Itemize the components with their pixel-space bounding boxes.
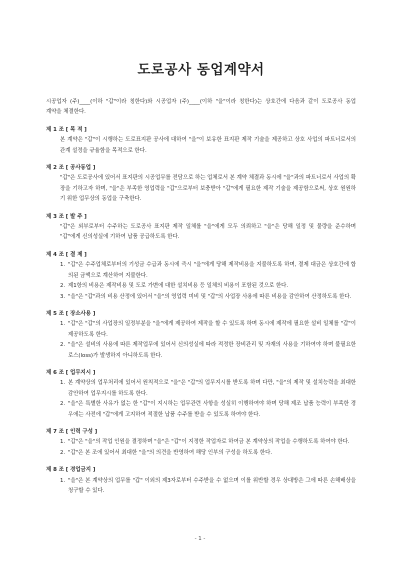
article-heading: 제 3 조 [ 발 주 ]: [46, 213, 87, 220]
clause-list: [46, 437, 356, 458]
clause-item: [46, 260, 356, 281]
clause-list: [46, 260, 356, 302]
article-heading: 제 5 조 [ 장소사용 ]: [46, 310, 96, 317]
article-4: [46, 250, 356, 302]
clause-item: [46, 281, 356, 291]
article-heading: 제 8 조 [ 경업금지 ]: [46, 467, 96, 474]
articles-container: [46, 125, 356, 497]
clause-number: 1.: [60, 380, 66, 387]
clause-text: "갑"은 "을"의 작업 인원을 결정하며 "을"은 "갑"이 지정한 작업자로 하여금 본 계약상의 작업을 수행하도록 하여야 한다.: [68, 439, 350, 446]
clause-list: [46, 476, 356, 497]
clause-item: [46, 340, 356, 361]
page-number: - 1 -: [194, 536, 206, 542]
article-5: [46, 309, 356, 361]
clause-number: 3.: [60, 293, 66, 300]
article-2: [46, 163, 356, 205]
clause-text: 제1항의 비용은 제작비용 및 도로 가변에 대한 설치비용 등 일체의 비용이 포함된 것으로 한다.: [68, 283, 289, 290]
clause-text: "을"은 "갑"과의 비용 산정에 있어서 "을"의 영업력 미비 및 "갑"의 사업장 사용에 따른 비용을 감안하여 산정하도록 한다.: [68, 293, 352, 300]
clause-item: [46, 399, 356, 420]
article-6: [46, 368, 356, 420]
clause-number: 1.: [60, 262, 66, 269]
article-8: [46, 465, 356, 496]
clause-item: [46, 448, 356, 458]
clause-text: "을"은 특별한 사유가 없는 한 "갑"이 지시하는 업무관련 사항을 성실히 이행하여야 하며 당해 제조 납품 능력이 부족한 경우에는 사전에 "갑"에게 고지하여 적절한 납품 수주를 받을 수 있도록 하여야 한다.: [68, 401, 356, 418]
clause-text: "을"은 설비의 사용에 따른 제작업무에 있어서 신의성실에 따라 적정한 장비관리 및 자재의 사용을 기하여야 하며 불필요한 로스(loss)가 발생하지 아니하도록 한다.: [68, 342, 356, 359]
clause-item: [46, 476, 356, 497]
clause-item: [46, 378, 356, 399]
clause-text: "갑"은 수주업체로부터의 기성금 수급과 동시에 즉시 "을"에게 당해 제작비용을 지불하도록 하며, 결제 대금은 상호간에 합의된 금액으로 계산하여 지불한다.: [68, 262, 356, 279]
article-3: [46, 212, 356, 243]
intro-paragraph: 시공업자 (주)____(이하 "갑"이라 칭한다)와 시공업자 (주)____(이하 "을"이라 칭한다)는 상호간에 다음과 같이 도로공사 동업 계약을 체결한다.: [46, 99, 356, 116]
clause-item: [46, 292, 356, 302]
document-title: 도로공사 동업계약서: [137, 62, 265, 78]
clause-item: [46, 437, 356, 447]
clause-number: 2.: [60, 342, 66, 349]
article-1: [46, 125, 356, 156]
clause-number: 2.: [60, 283, 66, 290]
clause-list: [46, 378, 356, 420]
article-heading: 제 1 조 [ 목 적 ]: [46, 126, 87, 133]
article-heading: 제 4 조 [ 결 제 ]: [46, 251, 87, 258]
clause-number: 2.: [60, 401, 66, 408]
clause-item: [46, 319, 356, 340]
clause-text: "갑"은 본 조에 있어서 최대한 "을"의 의견을 반영하여 해당 인부의 구성을 하도록 한다.: [68, 449, 273, 456]
clause-text: "을"은 본 계약상의 업무를 "갑" 이외의 제3자로부터 수주받을 수 없으며 이를 위반할 경우 상대방은 그에 따른 손해배상을 청구할 수 있다.: [68, 477, 356, 494]
article-body: "갑"은 도로공사에 있어서 표지판의 시공업무를 전담으로 하는 업체로서 본 계약 체결과 동시에 "을"과의 파트너로서 사업의 확장을 기하고자 하며, "을"은 부족한 영업력을 "갑"으로부터 보충받아 "갑"에게 필요한 제작 기술을 제공함으로써, 상호 원원하기 위한 업무상의 동업을 구축한다.: [60, 175, 356, 203]
clause-number: 1.: [60, 477, 66, 484]
article-body: "갑"은 외부로부터 수주하는 도로공사 표지판 제작 일체를 "을"에게 모두 의뢰하고 "을"은 당해 일정 및 물량을 준수하며 "갑"에게 신의성실에 기하여 납품 공급하도록 한다.: [60, 224, 356, 241]
clause-number: 1.: [60, 439, 66, 446]
article-body: 본 계약은 "갑"이 시행하는 도로표지판 공사에 대하여 "을"이 보유한 표지판 제작 기술을 제공하고 상호 사업의 파트너로서의 관계 설정을 규율함을 목적으로 한다.: [60, 137, 356, 154]
article-heading: 제 2 조 [ 공사동업 ]: [46, 165, 96, 172]
clause-list: [46, 319, 356, 361]
article-heading: 제 7 조 [ 인력 구성 ]: [46, 428, 98, 435]
article-7: [46, 427, 356, 458]
clause-text: "갑"은 "갑"의 사업장의 일정부분을 "을"에게 제공하여 제작을 할 수 있도록 하며 동시에 제작에 필요한 설비 일체를 "갑"이 제공하도록 한다.: [68, 321, 356, 338]
clause-number: 2.: [60, 449, 66, 456]
clause-text: 본 계약상의 업무처리에 있어서 원칙적으로 "을"은 "갑"의 업무지시를 받도록 하며 다만, "을"의 제작 및 설치능력을 최대한 감안하여 업무지시를 하도록 한다.: [68, 380, 356, 397]
article-heading: 제 6 조 [ 업무지시 ]: [46, 369, 96, 376]
clause-number: 1.: [60, 321, 66, 328]
